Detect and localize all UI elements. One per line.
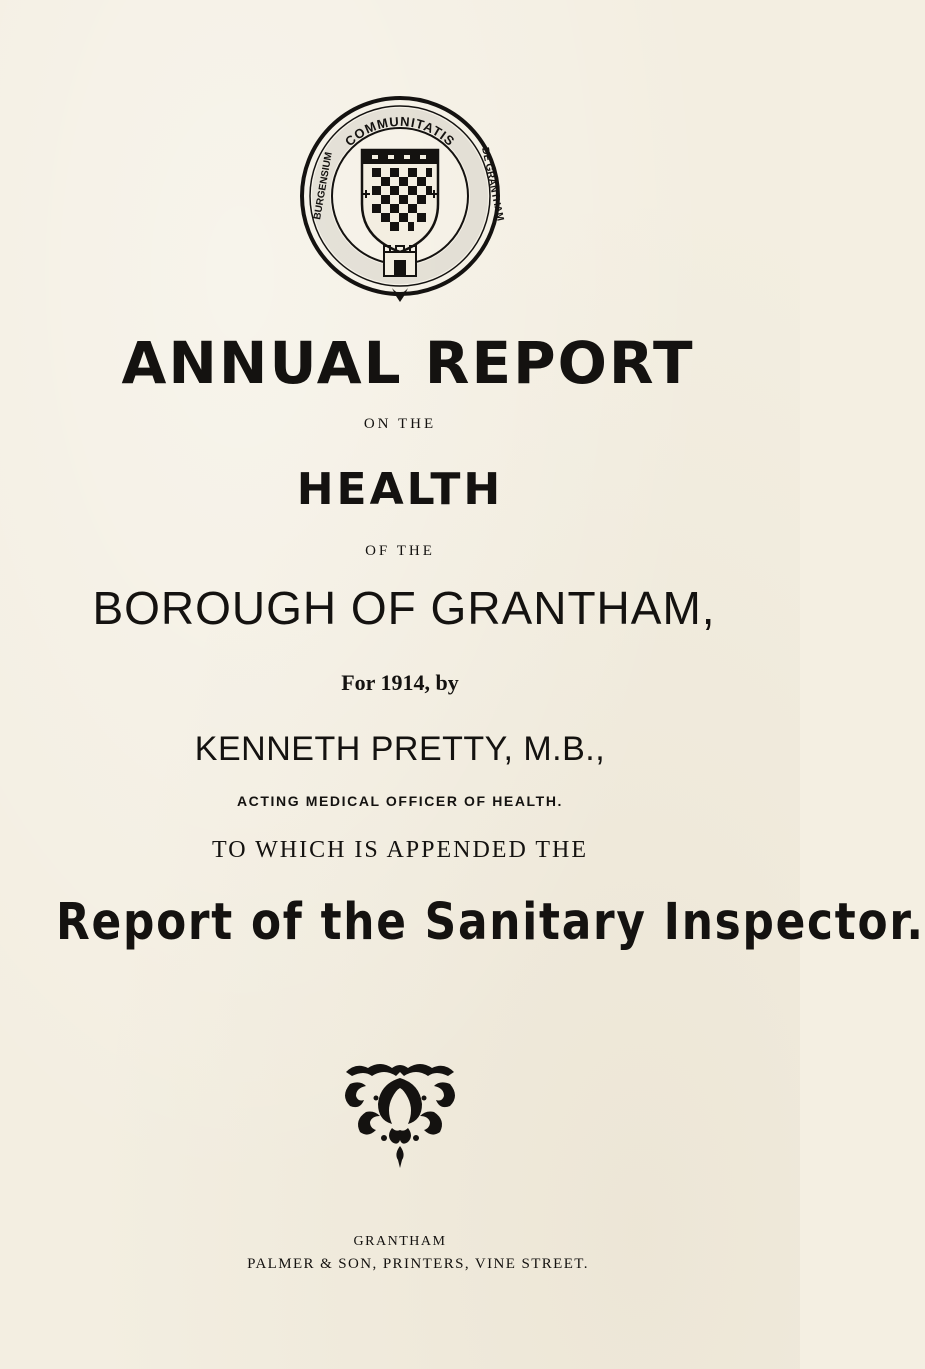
borough-seal-icon	[292, 92, 508, 304]
year-line: For 1914, by	[341, 670, 459, 695]
author-position: ACTING MEDICAL OFFICER OF HEALTH.	[236, 793, 564, 809]
imprint-place: GRANTHAM	[353, 1234, 447, 1249]
subject-heading: HEALTH	[296, 464, 504, 515]
seal-legend-right: DE GRANTHAM	[479, 146, 506, 222]
appended-report-title: Report of the Sanitary Inspector.	[56, 893, 925, 952]
seal-legend-left: BURGENSIUM	[312, 151, 335, 221]
appended-line: TO WHICH IS APPENDED THE	[211, 837, 589, 863]
seal-legend-top: COMMUNITATIS	[341, 113, 459, 150]
on-the-line: ON THE	[363, 416, 437, 432]
of-the-line: OF THE	[365, 543, 435, 559]
fleuron-ornament-icon	[336, 1058, 464, 1170]
report-title: ANNUAL REPORT	[121, 329, 695, 397]
author-name: KENNETH PRETTY, M.B.,	[194, 730, 606, 768]
borough-heading: BOROUGH OF GRANTHAM,	[92, 582, 716, 634]
imprint-printer: PALMER & SON, PRINTERS, VINE STREET.	[247, 1256, 589, 1272]
